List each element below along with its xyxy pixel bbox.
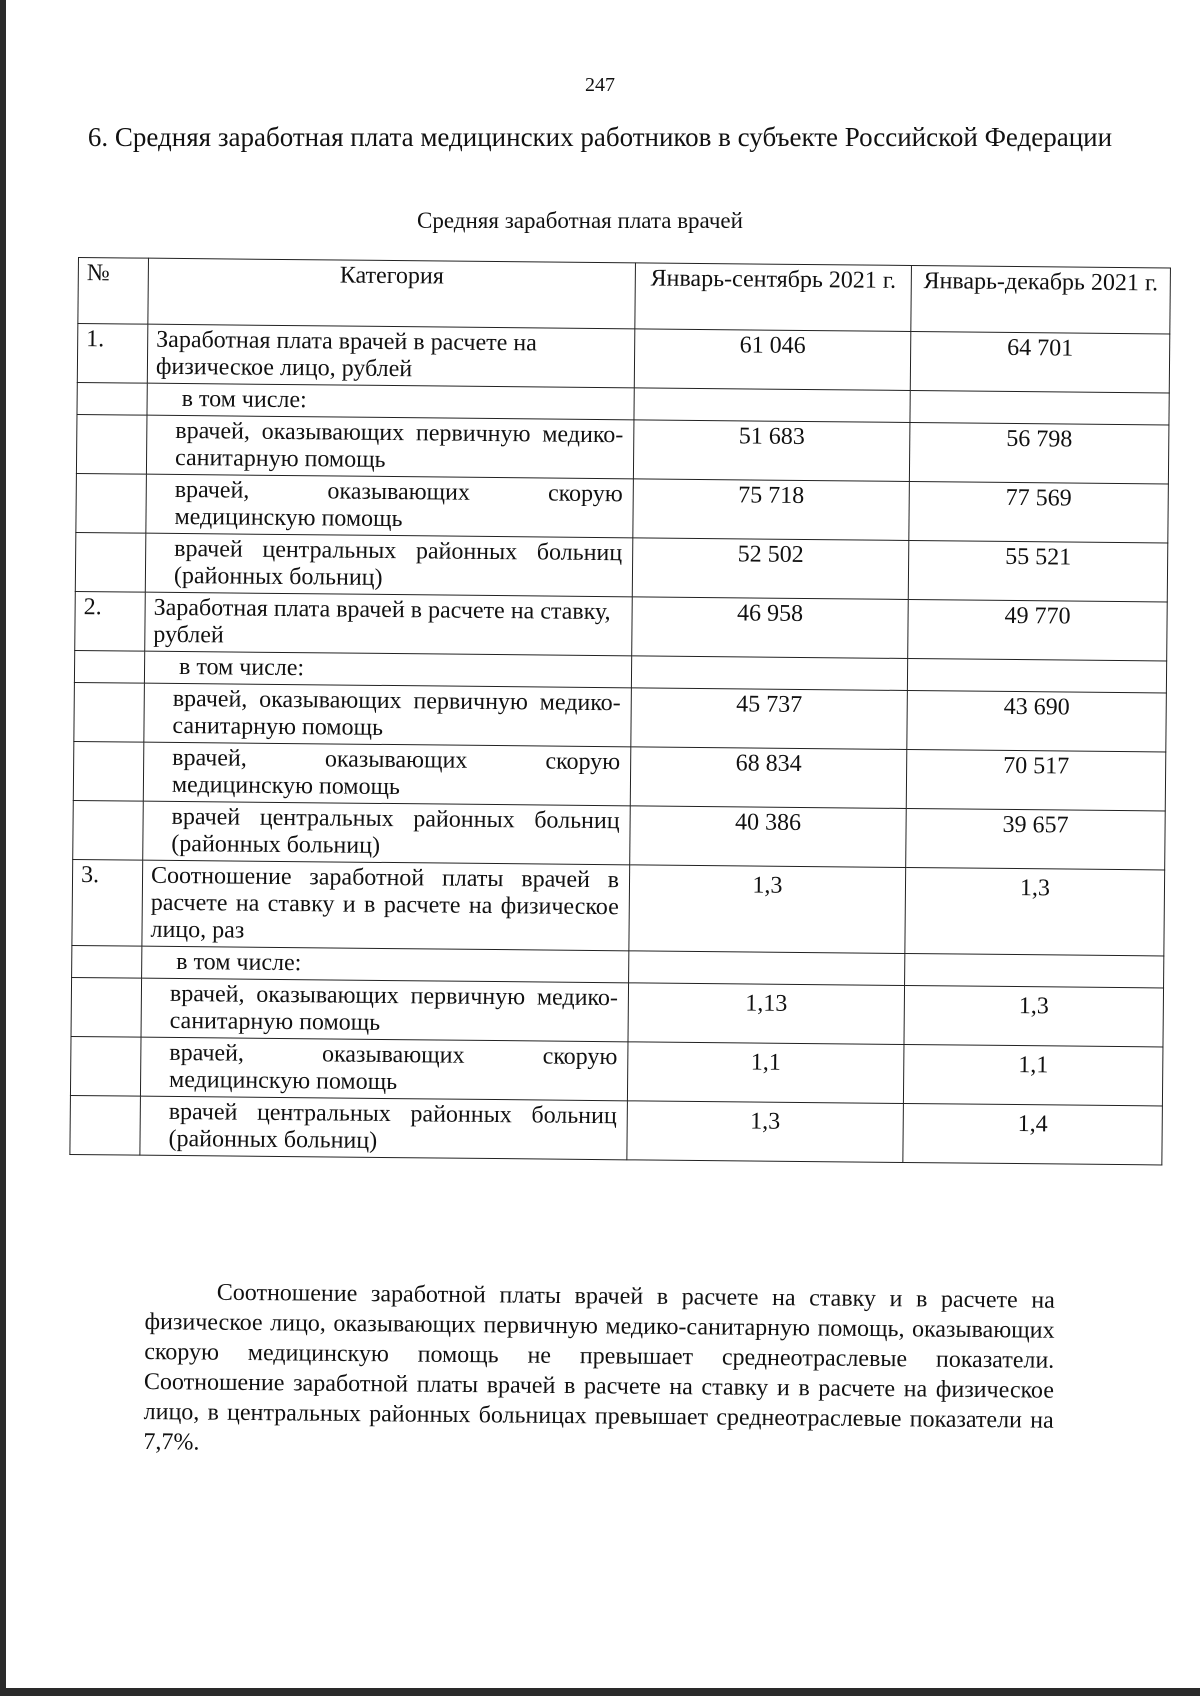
- row-category: врачей центральных районных больниц (районных больниц): [145, 533, 633, 597]
- row-category: Заработная плата врачей в расчете на ставку, рублей: [145, 592, 633, 656]
- row-category: в том числе:: [142, 946, 629, 983]
- value-jan-sep: 45 737: [631, 688, 908, 750]
- value-jan-dec: 70 517: [906, 749, 1166, 810]
- value-jan-sep: [631, 656, 907, 691]
- row-category: в том числе:: [147, 383, 634, 420]
- row-category: врачей центральных районных больниц (районных больниц): [143, 801, 631, 865]
- row-number: [73, 741, 144, 801]
- value-jan-sep: 1,3: [627, 1101, 904, 1163]
- row-category: врачей, оказывающих скорую медицинскую помощь: [140, 1037, 628, 1101]
- value-jan-dec: 1,3: [904, 985, 1164, 1046]
- value-jan-sep: 46 958: [632, 597, 909, 659]
- table-header-row: [78, 258, 1171, 334]
- value-jan-dec: 64 701: [910, 331, 1170, 392]
- value-jan-sep: 75 718: [633, 479, 910, 541]
- header-jan-dec-2021: Январь-декабрь 2021 г.: [911, 266, 1171, 334]
- value-jan-dec: 39 657: [906, 808, 1166, 869]
- body-paragraph: Соотношение заработной платы врачей в расчете на ставку и в расчете на физическое лицо, оказывающих первичную медико-санитарную помощь, оказывающих скорую медицинскую помощь не превышает среднеотраслевые показатели. Соотношение заработной платы врачей в расчете на ставку и в расчете на физическое лицо, в центральных районных больницах превышает среднеотраслевые показатели на 7,7%.: [143, 1279, 1055, 1456]
- row-number: [75, 532, 146, 592]
- value-jan-sep: 1,13: [628, 983, 905, 1045]
- value-jan-sep: 52 502: [632, 538, 909, 600]
- row-number: [76, 473, 147, 533]
- value-jan-sep: 1,3: [629, 865, 906, 954]
- row-category: врачей, оказывающих первичную медико-санитарную помощь: [141, 978, 629, 1042]
- row-number: [76, 414, 147, 474]
- value-jan-sep: 68 834: [630, 747, 907, 809]
- row-number: 3.: [72, 859, 143, 946]
- table-title: Средняя заработная плата врачей: [417, 208, 743, 233]
- row-category: в том числе:: [144, 651, 631, 688]
- table-row: [74, 682, 1167, 751]
- page-number: 247: [585, 74, 615, 96]
- scan-edge-bottom: [0, 1688, 1200, 1696]
- table-row: [76, 414, 1169, 483]
- table-row: [76, 473, 1169, 542]
- header-jan-sep-2021: Январь-сентябрь 2021 г.: [635, 263, 912, 332]
- table-row: [75, 532, 1168, 601]
- value-jan-sep: [629, 951, 905, 986]
- row-number: [70, 1036, 141, 1096]
- table-row: [71, 977, 1164, 1046]
- table-row: [70, 1095, 1163, 1164]
- row-number: [77, 382, 147, 415]
- value-jan-dec: 1,4: [903, 1103, 1163, 1164]
- row-number: [74, 682, 145, 742]
- row-category: врачей, оказывающих скорую медицинскую помощь: [146, 474, 634, 538]
- row-category: врачей центральных районных больниц (районных больниц): [140, 1096, 628, 1160]
- value-jan-dec: 49 770: [908, 599, 1168, 660]
- row-category: врачей, оказывающих скорую медицинскую помощь: [143, 742, 631, 806]
- value-jan-dec: 43 690: [907, 690, 1167, 751]
- row-number: [71, 977, 142, 1037]
- value-jan-dec: 56 798: [909, 422, 1169, 483]
- table-row: [73, 800, 1166, 869]
- table-row: [77, 324, 1170, 393]
- header-category: Категория: [148, 258, 636, 329]
- header-number: №: [78, 258, 149, 325]
- value-jan-dec: [907, 658, 1166, 692]
- value-jan-sep: [634, 388, 910, 423]
- row-category: Заработная плата врачей в расчете на физическое лицо, рублей: [147, 324, 635, 388]
- value-jan-sep: 40 386: [630, 806, 907, 868]
- table-row: [73, 741, 1166, 810]
- value-jan-dec: 55 521: [908, 540, 1168, 601]
- value-jan-dec: [910, 390, 1169, 424]
- table-row: [70, 1036, 1163, 1105]
- row-category: врачей, оказывающих первичную медико-санитарную помощь: [144, 683, 632, 747]
- value-jan-sep: 61 046: [634, 329, 911, 391]
- section-title: 6. Средняя заработная плата медицинских работников в субъекте Российской Федерации: [87, 122, 1113, 152]
- table-row: [72, 859, 1165, 955]
- value-jan-dec: 1,3: [905, 867, 1165, 955]
- value-jan-sep: 1,1: [627, 1042, 904, 1104]
- row-category: Соотношение заработной платы врачей в расчете на ставку и в расчете на физическое лицо, раз: [142, 860, 630, 951]
- value-jan-dec: 1,1: [903, 1044, 1163, 1105]
- scan-edge-left: [0, 0, 6, 1696]
- row-number: [72, 945, 142, 978]
- row-number: 1.: [77, 324, 148, 384]
- table-row: [75, 591, 1168, 660]
- value-jan-dec: [905, 953, 1164, 987]
- row-number: [73, 800, 144, 860]
- row-category: врачей, оказывающих первичную медико-санитарную помощь: [146, 415, 634, 479]
- row-number: [70, 1095, 141, 1155]
- salary-table: [69, 257, 1171, 1165]
- row-number: 2.: [75, 591, 146, 651]
- value-jan-dec: 77 569: [909, 481, 1169, 542]
- value-jan-sep: 51 683: [633, 420, 910, 482]
- row-number: [74, 650, 144, 683]
